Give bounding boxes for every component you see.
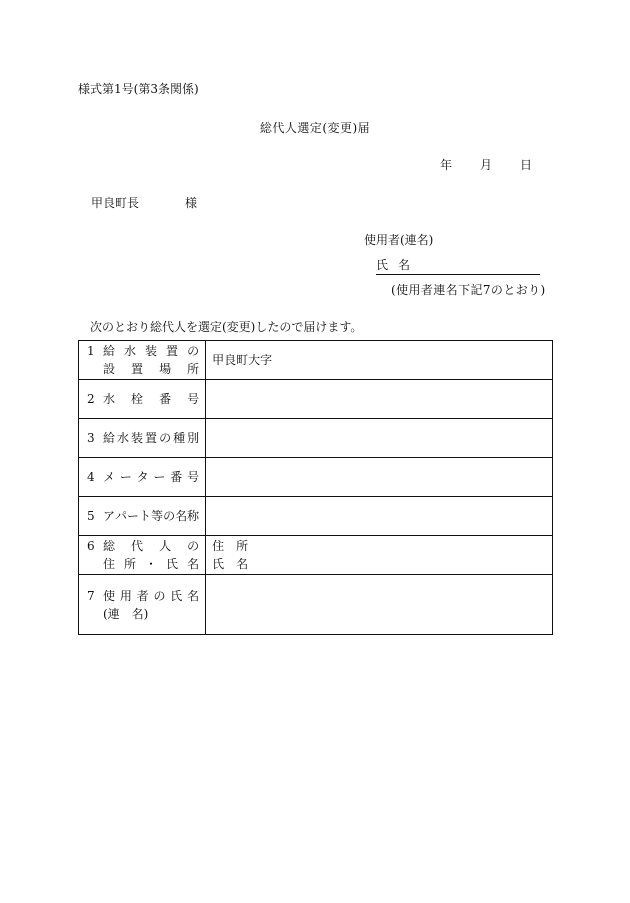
recipient-line xyxy=(91,194,197,211)
label-text xyxy=(103,507,199,525)
row-value-field[interactable] xyxy=(206,458,553,497)
label-char: ア xyxy=(103,509,116,523)
label-text xyxy=(103,555,199,573)
date-day: 日 xyxy=(519,158,532,172)
label-char: 装 xyxy=(145,344,158,358)
row-number: 1 xyxy=(87,344,95,358)
row-label-cell xyxy=(79,458,206,497)
label-char: ー xyxy=(127,509,140,523)
table-row xyxy=(79,575,553,635)
label-char: 置 xyxy=(166,344,179,358)
label-char: 使 xyxy=(103,588,116,603)
value-line: 甲良町大字 xyxy=(212,353,273,367)
table-row xyxy=(79,536,553,575)
applicant-label: 使用者(連名) xyxy=(364,233,434,247)
label-line xyxy=(87,537,199,555)
label-char: 別 xyxy=(187,431,200,445)
label-char: パ xyxy=(115,509,128,523)
label-text xyxy=(103,537,199,555)
label-char: 番 xyxy=(170,470,183,484)
applicant-name-field[interactable] xyxy=(376,256,540,275)
label-char: ー xyxy=(153,470,166,484)
form-number: 様式第1号(第3条関係) xyxy=(78,82,199,96)
row-number: 7 xyxy=(87,588,95,603)
label-char: メ xyxy=(103,470,116,484)
row-label-cell xyxy=(79,536,206,575)
label-char: 名 xyxy=(187,588,200,603)
label-char: 等 xyxy=(151,509,164,523)
table-row xyxy=(79,458,553,497)
label-char: 給 xyxy=(103,344,116,358)
label-char: の xyxy=(153,588,166,603)
label-char: 種 xyxy=(173,431,186,445)
label-char: (連 名) xyxy=(103,606,149,621)
table-row xyxy=(79,341,553,380)
label-char: 号 xyxy=(187,392,200,406)
label-char: 氏 xyxy=(170,588,183,603)
label-text xyxy=(103,360,199,378)
value-line: 住 所 xyxy=(212,539,249,553)
label-char: ー xyxy=(119,470,132,484)
label-char: 番 xyxy=(159,392,172,406)
table-row xyxy=(79,380,553,419)
label-text xyxy=(103,342,199,360)
table-row xyxy=(79,497,553,536)
row-label-cell xyxy=(79,380,206,419)
label-char: 水 xyxy=(117,431,130,445)
row-label-cell xyxy=(79,419,206,458)
applicant-name-char: 名 xyxy=(398,258,411,272)
label-char: の xyxy=(187,539,200,553)
row-number: 5 xyxy=(87,509,95,523)
label-line xyxy=(87,605,199,623)
label-char: 場 xyxy=(159,362,172,376)
row-label-cell xyxy=(79,575,206,635)
row-number: 2 xyxy=(87,392,95,406)
row-label-cell xyxy=(79,341,206,380)
label-char: 代 xyxy=(131,539,144,553)
row-value-field[interactable] xyxy=(206,380,553,419)
label-char: 所 xyxy=(187,362,200,376)
intro-text: 次のとおり総代人を選定(変更)したので届けます。 xyxy=(90,320,363,334)
row-value-field[interactable] xyxy=(206,536,553,575)
date-month: 月 xyxy=(479,158,492,172)
form-table xyxy=(78,340,553,635)
date-year: 年 xyxy=(440,158,453,172)
document-title: 総代人選定(変更)届 xyxy=(259,121,371,135)
label-char: 置 xyxy=(131,362,144,376)
label-text xyxy=(103,429,199,447)
label-char: 住 xyxy=(103,557,116,571)
row-value-field[interactable] xyxy=(206,341,553,380)
label-char: 号 xyxy=(187,470,200,484)
label-char: 名 xyxy=(175,509,188,523)
label-char: 用 xyxy=(119,588,132,603)
label-char: 水 xyxy=(124,344,137,358)
label-char: 置 xyxy=(145,431,158,445)
label-char: 称 xyxy=(187,509,200,523)
label-char: の xyxy=(159,431,172,445)
label-char: 者 xyxy=(136,588,149,603)
label-char: 装 xyxy=(131,431,144,445)
applicant-name-char: 氏 xyxy=(376,258,389,272)
row-label-cell xyxy=(79,497,206,536)
label-char: 名 xyxy=(187,557,200,571)
label-line xyxy=(87,555,199,573)
table-row xyxy=(79,419,553,458)
label-text xyxy=(103,605,148,623)
label-char: 人 xyxy=(159,539,172,553)
row-number: 3 xyxy=(87,431,95,445)
label-char: の xyxy=(163,509,176,523)
value-line: 氏 名 xyxy=(212,557,249,571)
joint-note: (使用者連名下記7のとおり) xyxy=(391,283,546,297)
label-char: 所 xyxy=(124,557,137,571)
label-char: ・ xyxy=(145,557,158,571)
label-char: タ xyxy=(136,470,149,484)
recipient-name: 甲良町長 xyxy=(91,196,140,210)
date-line xyxy=(440,156,532,173)
label-line xyxy=(87,342,199,360)
label-line xyxy=(87,429,199,447)
label-line xyxy=(87,507,199,525)
label-char: 総 xyxy=(103,539,116,553)
row-number: 4 xyxy=(87,470,95,484)
label-char: 給 xyxy=(103,431,116,445)
row-value-field[interactable] xyxy=(206,575,553,635)
label-char: 水 xyxy=(103,392,116,406)
label-text xyxy=(103,468,199,486)
label-char: 設 xyxy=(103,362,116,376)
row-value-field[interactable] xyxy=(206,419,553,458)
row-number: 6 xyxy=(87,539,95,553)
row-value-field[interactable] xyxy=(206,497,553,536)
label-line xyxy=(87,390,199,408)
recipient-honorific: 様 xyxy=(185,196,198,210)
label-char: の xyxy=(187,344,200,358)
label-text xyxy=(103,390,199,408)
label-char: 栓 xyxy=(131,392,144,406)
label-char: 氏 xyxy=(166,557,179,571)
label-line xyxy=(87,468,199,486)
label-text xyxy=(103,587,199,605)
label-char: ト xyxy=(139,509,152,523)
label-line xyxy=(87,360,199,378)
label-line xyxy=(87,587,199,605)
